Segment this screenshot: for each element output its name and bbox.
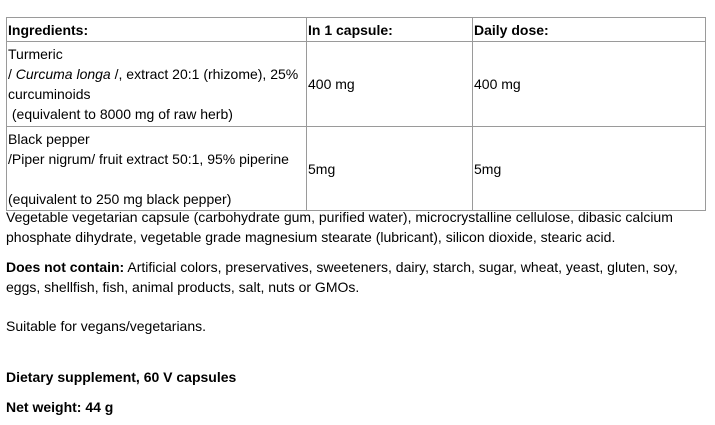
table-row bbox=[7, 42, 706, 127]
ingredient-equivalent: (equivalent to 8000 mg of raw herb) bbox=[8, 106, 233, 122]
supplement-info: Dietary supplement, 60 V capsules bbox=[6, 369, 237, 385]
ingredients-table bbox=[6, 17, 706, 211]
ingredient-detail: curcuminoids bbox=[8, 86, 91, 102]
header-ingredients: Ingredients: bbox=[7, 18, 307, 42]
ingredient-name: Turmeric bbox=[8, 46, 63, 62]
latin-name: Curcuma longa bbox=[15, 66, 111, 82]
table-header-row bbox=[7, 18, 706, 42]
daily-dose-value: 5mg bbox=[473, 127, 706, 211]
per-capsule-value: 5mg bbox=[307, 127, 473, 211]
table-row bbox=[7, 127, 706, 211]
ingredient-name: Black pepper bbox=[8, 130, 90, 147]
other-ingredients: Vegetable vegetarian capsule (carbohydrate gum, purified water), microcrystalline cellulose, dibasic calcium phosphate dihydrate, vegetable grade magnesium stearate (lubricant), silicon dioxide, stearic acid. bbox=[6, 209, 673, 245]
ingredient-turmeric bbox=[7, 42, 307, 127]
header-daily-dose: Daily dose: bbox=[473, 18, 706, 42]
ingredient-equivalent: (equivalent to 250 mg black pepper) bbox=[8, 190, 232, 207]
per-capsule-value: 400 mg bbox=[307, 42, 473, 127]
net-weight: Net weight: 44 g bbox=[6, 399, 114, 415]
ingredient-detail: /Piper nigrum/ fruit extract 50:1, 95% piperine bbox=[8, 150, 289, 167]
does-not-contain-text: Artificial colors, preservatives, sweeteners, dairy, starch, sugar, wheat, yeast, gluten, soy, eggs, shellfish, fish, animal products, salt, nuts or GMOs. bbox=[6, 259, 678, 295]
does-not-contain bbox=[6, 257, 706, 297]
suitable-note: Suitable for vegans/vegetarians. bbox=[6, 318, 207, 334]
daily-dose-value: 400 mg bbox=[473, 42, 706, 127]
header-per-capsule: In 1 capsule: bbox=[307, 18, 473, 42]
does-not-contain-label: Does not contain: bbox=[6, 259, 125, 275]
ingredient-latin-line: / Curcuma longa /, extract 20:1 (rhizome), 25% bbox=[8, 66, 299, 82]
spacer bbox=[8, 169, 306, 189]
ingredient-black-pepper bbox=[7, 127, 307, 211]
